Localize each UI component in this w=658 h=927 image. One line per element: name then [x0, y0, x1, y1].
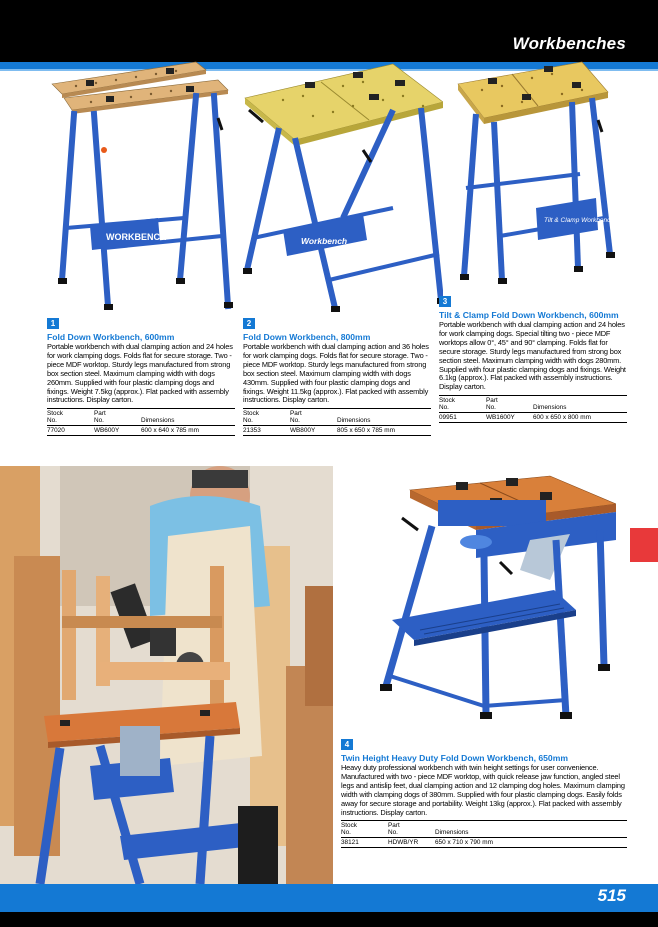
dimensions-header: Dimensions [141, 409, 235, 426]
product-description: Heavy duty professional workbench with twin height settings for user convenience. Manufactured with two - piece MDF worktop, with quick release jaw function, angled steel legs and antislip feet, dual clamping action and 12 clamping dog holes. Maximum clamping width with clamping dogs of 380mm. Supplied with four plastic clamping dogs. Easily folds away for secure storage and portability. Weight 13kg (approx.). Flat packed with assembly instructions. Display carton. [341, 763, 625, 817]
product-number-badge: 3 [439, 296, 451, 307]
stock-no-header: Stock No. [439, 396, 486, 413]
part-no: HDWB/YR [388, 838, 435, 848]
product-title: Fold Down Workbench, 800mm [243, 332, 371, 342]
dimensions: 600 x 650 x 800 mm [533, 413, 627, 423]
bench-label-2: Workbench [301, 236, 348, 246]
spec-table [341, 820, 627, 848]
part-no-header: Part No. [94, 409, 141, 426]
section-tab-marker [630, 528, 658, 562]
stock-no-header: Stock No. [243, 409, 290, 426]
workbench-600mm-image [46, 58, 236, 316]
twin-height-workbench-image [380, 470, 616, 720]
dimensions: 600 x 640 x 785 mm [141, 426, 235, 436]
part-no-header: Part No. [388, 821, 435, 838]
product-description: Portable workbench with dual clamping action and 24 holes for work clamping dogs. Special tilting two - piece MDF worktops allow 0°, 45° and 90° clamping. Folds flat for secure storage. Sturdy legs manufactured from strong box section steel. Maximum clamping width with dogs 280mm. Supplied with four plastic clamping dogs and fixings. Weight 6.1kg (approx.). Flat packed with assembly instructions. Display carton. [439, 320, 626, 392]
product-number-badge: 1 [47, 318, 59, 329]
dimensions-header: Dimensions [337, 409, 431, 426]
table-row [47, 426, 235, 436]
footer-bar [0, 884, 658, 912]
product-title: Fold Down Workbench, 600mm [47, 332, 175, 342]
spec-table [243, 408, 431, 436]
dimensions: 650 x 710 x 790 mm [435, 838, 627, 848]
page-number: 515 [597, 886, 626, 905]
product-2 [243, 313, 431, 436]
workbench-in-use-photo [0, 466, 333, 884]
stock-no: 38121 [341, 838, 388, 848]
part-no-header: Part No. [486, 396, 533, 413]
product-description: Portable workbench with dual clamping action and 24 holes for work clamping dogs. Folds flat for secure storage. Two - piece MDF worktop. Sturdy legs manufactured from strong box section steel. Maximum clamping width with dogs 260mm. Supplied with four plastic clamping dogs and fixings. Weight 7.5kg (approx.). Flat packed with assembly instructions. Display carton. [47, 342, 233, 405]
stock-no: 77020 [47, 426, 94, 436]
dimensions-header: Dimensions [533, 396, 627, 413]
product-title: Tilt & Clamp Fold Down Workbench, 600mm [439, 310, 619, 320]
product-title: Twin Height Heavy Duty Fold Down Workbench, 650mm [341, 753, 568, 763]
part-no: WB1600Y [486, 413, 533, 423]
bench-label-1: WORKBENCH [106, 232, 167, 242]
table-row [243, 426, 431, 436]
product-description: Portable workbench with dual clamping action and 36 holes for work clamping dogs. Folds flat for secure storage. Two - piece MDF worktop. Sturdy legs manufactured from strong box section steel. Maximum clamping width with dogs 430mm. Supplied with four plastic clamping dogs and fixings. Weight 11.5kg (approx.). Flat packed with assembly instructions. Display carton. [243, 342, 429, 405]
part-no-header: Part No. [290, 409, 337, 426]
tilt-clamp-workbench-image [452, 58, 622, 288]
dimensions-header: Dimensions [435, 821, 627, 838]
spec-table [47, 408, 235, 436]
product-number-badge: 2 [243, 318, 255, 329]
table-row [439, 413, 627, 423]
part-no: WB800Y [290, 426, 337, 436]
product-number-badge: 4 [341, 739, 353, 750]
spec-table [439, 395, 627, 423]
stock-no-header: Stock No. [341, 821, 388, 838]
workbench-800mm-image [243, 58, 443, 313]
stock-no-header: Stock No. [47, 409, 94, 426]
stock-no: 21353 [243, 426, 290, 436]
dimensions: 805 x 650 x 785 mm [337, 426, 431, 436]
stock-no: 09951 [439, 413, 486, 423]
table-row [341, 838, 627, 848]
footer-black-strip [0, 912, 658, 927]
section-title: Workbenches [512, 34, 626, 53]
bench-label-3: Tilt & Clamp Workbench [544, 217, 615, 224]
product-4 [341, 734, 627, 848]
part-no: WB600Y [94, 426, 141, 436]
product-3 [439, 291, 627, 423]
product-1 [47, 313, 235, 436]
